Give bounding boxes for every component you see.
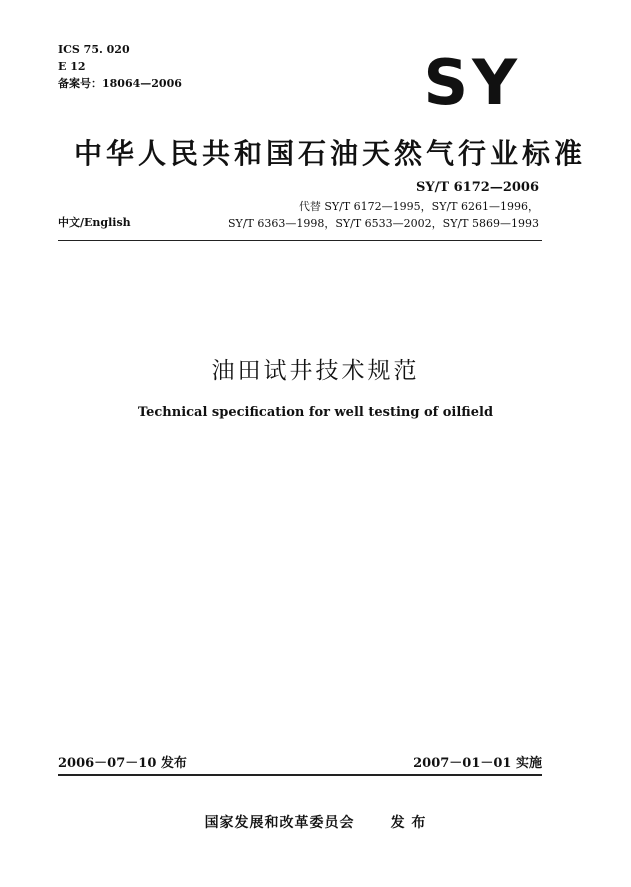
issue-date: 2006－07－10 发布 (58, 756, 187, 771)
issuer-line (0, 812, 631, 832)
ics-code: ICS 75. 020 (58, 43, 130, 56)
issuer-action: 发 布 (390, 815, 427, 831)
classification-code: E 12 (58, 60, 86, 73)
replaces-line-1: 代替 SY/T 6172—1995，SY/T 6261—1996， (298, 200, 539, 213)
standard-category-title: 中华人民共和国石油天然气行业标准 (74, 137, 587, 170)
footer-divider (58, 774, 542, 776)
language-label: 中文/English (58, 216, 131, 229)
standard-code: SY/T 6172—2006 (416, 180, 539, 195)
sy-logo: SY (423, 46, 521, 119)
document-title-cn: 油田试井技术规范 (211, 358, 420, 384)
replaces-line-2: SY/T 6363—1998，SY/T 6533—2002，SY/T 5869—1993 (228, 217, 539, 230)
issuer-organization: 国家发展和改革委员会 (204, 815, 355, 831)
implementation-date: 2007－01－01 实施 (413, 756, 542, 771)
header-divider (58, 240, 542, 241)
record-number: 备案号：18064—2006 (58, 77, 182, 90)
document-title-en: Technical specification for well testing of oilfield (137, 405, 494, 420)
